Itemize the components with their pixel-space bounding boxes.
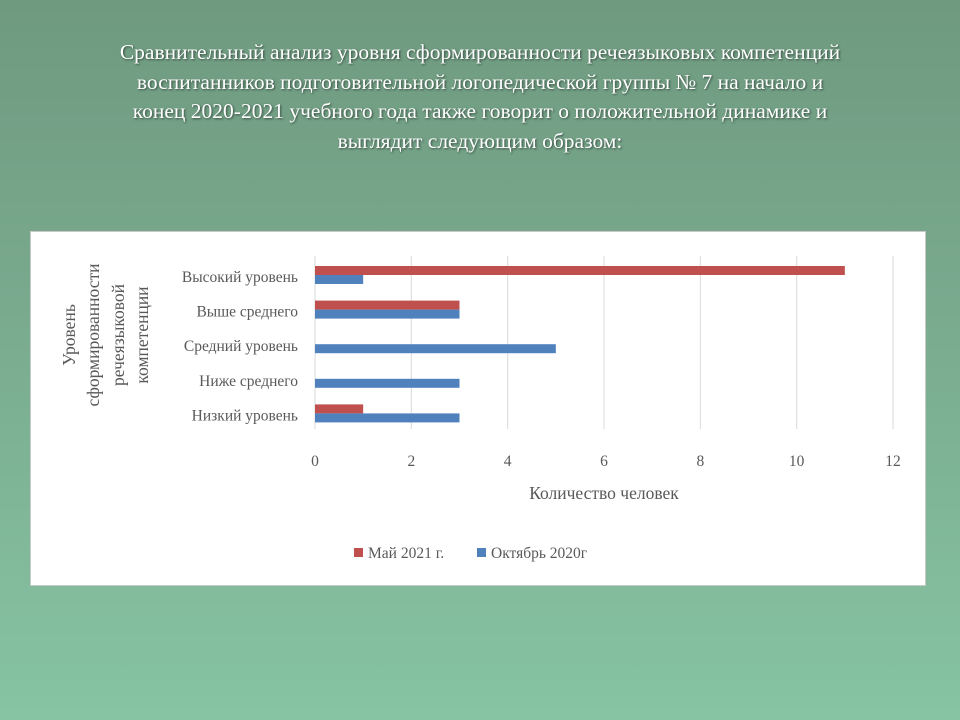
x-tick-label: 8 (696, 453, 705, 470)
y-axis-title-line: сформированности (83, 263, 103, 407)
bar-october-2020 (315, 310, 460, 319)
x-tick-label: 0 (311, 453, 319, 470)
x-tick-label: 4 (503, 453, 512, 470)
legend-label: Май 2021 г. (368, 545, 445, 562)
y-axis-title-line: речеязыковой (108, 284, 128, 386)
slide-title: Сравнительный анализ уровня сформированности речеязыковых компетенций воспитанников подготовительной логопедической группы № 7 на начало и конец 2020-2021 учебного года также говорит о положительной динамике и выглядит следующим образом: (119, 40, 841, 153)
y-axis-title-line: компетенции (132, 286, 152, 384)
bar-october-2020 (315, 344, 556, 353)
x-axis-title: Количество человек (529, 483, 679, 503)
category-label: Выше среднего (196, 303, 298, 321)
x-tick-label: 12 (885, 453, 901, 470)
chart-panel (30, 231, 926, 586)
x-tick-label: 6 (600, 453, 608, 470)
bar-october-2020 (315, 413, 460, 422)
legend-label: Октябрь 2020г (491, 545, 588, 562)
category-label: Низкий уровень (191, 407, 298, 425)
y-axis-title-line: Уровень (59, 304, 79, 366)
legend-swatch (477, 548, 486, 557)
bar-may-2021 (315, 404, 363, 413)
bar-may-2021 (315, 266, 845, 275)
category-label: Высокий уровень (181, 269, 298, 286)
x-tick-label: 2 (407, 453, 416, 470)
category-label: Средний уровень (183, 338, 298, 356)
category-label: Ниже среднего (199, 372, 298, 390)
bar-chart (31, 232, 927, 587)
bar-october-2020 (315, 379, 460, 388)
bar-october-2020 (315, 275, 363, 284)
x-tick-label: 10 (788, 453, 805, 470)
legend-swatch (354, 548, 363, 557)
bar-may-2021 (315, 301, 460, 310)
